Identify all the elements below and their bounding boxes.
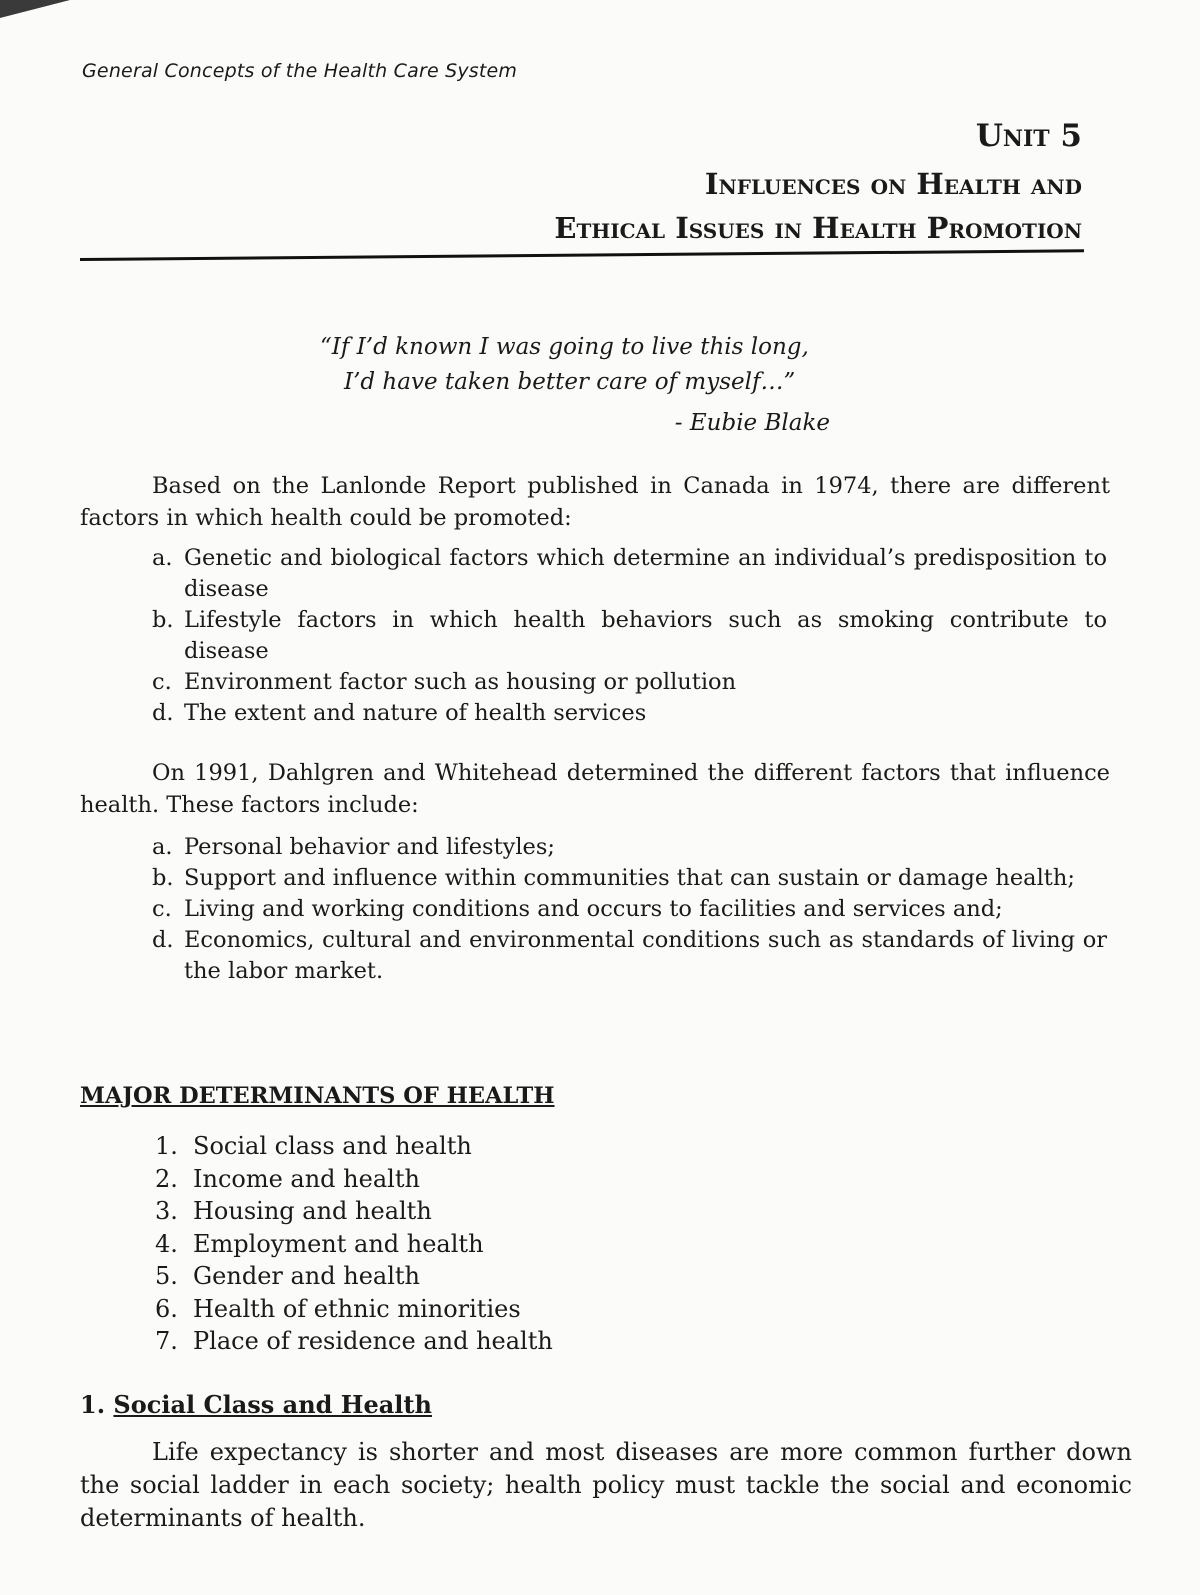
social-class-paragraph	[80, 1436, 1132, 1535]
list-item	[155, 1163, 553, 1196]
dahlgren-factor-list	[152, 832, 1107, 987]
dahlgren-intro-text: On 1991, Dahlgren and Whitehead determined the different factors that influence health. These factors include:	[80, 760, 1110, 818]
list-marker: 2.	[155, 1164, 178, 1193]
list-item-text: Environment factor such as housing or pollution	[184, 669, 737, 695]
list-item-text: Economics, cultural and environmental conditions such as standards of living or the labor market.	[184, 927, 1107, 984]
lalonde-factor-list	[152, 543, 1107, 729]
unit-title-line-2: Ethical Issues in Health Promotion	[554, 211, 1082, 245]
list-marker: b.	[152, 865, 174, 891]
list-item	[152, 894, 1107, 925]
dahlgren-intro	[80, 757, 1110, 821]
list-item	[155, 1260, 553, 1293]
list-marker: a.	[152, 545, 173, 571]
list-item	[155, 1228, 553, 1261]
title-divider	[80, 249, 1084, 261]
list-item	[152, 698, 1107, 729]
quote-line-2: I’d have taken better care of myself…”	[344, 369, 796, 395]
list-marker: b.	[152, 607, 174, 633]
social-class-body: Life expectancy is shorter and most diseases are more common further down the social ladder in each society; health policy must tackle the social and economic determinants of health.	[80, 1438, 1132, 1532]
list-item	[152, 925, 1107, 987]
page-corner-shadow	[0, 0, 70, 18]
section-number: 1.	[80, 1390, 106, 1419]
list-marker: d.	[152, 927, 174, 953]
list-marker: 7.	[155, 1327, 178, 1355]
list-item	[152, 832, 1107, 863]
list-item-text: Health of ethnic minorities	[193, 1294, 521, 1323]
list-marker: c.	[152, 669, 172, 695]
list-item-text: Housing and health	[193, 1197, 432, 1225]
quote-line-1: “If I’d known I was going to live this long,	[320, 334, 809, 360]
list-item-text: The extent and nature of health services	[184, 700, 647, 726]
list-item	[155, 1195, 553, 1228]
list-marker: 6.	[155, 1294, 178, 1323]
list-marker: 5.	[155, 1262, 178, 1290]
list-item-text: Living and working conditions and occurs to facilities and services and;	[184, 896, 1003, 922]
list-marker: 3.	[155, 1197, 178, 1225]
list-item	[152, 605, 1107, 667]
list-item-text: Lifestyle factors in which health behaviors such as smoking contribute to disease	[184, 607, 1107, 664]
lalonde-intro-text: Based on the Lanlonde Report published in Canada in 1974, there are different factors in which health could be promoted:	[80, 473, 1110, 531]
list-item-text: Support and influence within communities that can sustain or damage health;	[184, 865, 1075, 891]
list-item-text: Employment and health	[193, 1229, 484, 1258]
unit-label: Unit 5	[975, 118, 1082, 154]
list-item-text: Genetic and biological factors which determine an individual’s predisposition to disease	[184, 545, 1107, 602]
list-marker: c.	[152, 896, 172, 922]
list-item-text: Social class and health	[193, 1132, 472, 1160]
list-item	[155, 1293, 553, 1326]
lalonde-intro	[80, 470, 1110, 534]
section-heading-social-class	[80, 1390, 432, 1419]
list-item	[155, 1130, 553, 1163]
list-item	[155, 1325, 553, 1358]
running-head: General Concepts of the Health Care System	[82, 60, 518, 82]
determinants-list	[155, 1130, 553, 1358]
list-item	[152, 667, 1107, 698]
section-title: Social Class and Health	[113, 1390, 432, 1419]
list-item	[152, 863, 1107, 894]
list-marker: 4.	[155, 1229, 178, 1258]
list-item-text: Place of residence and health	[193, 1327, 553, 1355]
list-marker: 1.	[155, 1132, 178, 1160]
unit-title-line-1: Influences on Health and	[704, 167, 1082, 201]
list-item-text: Personal behavior and lifestyles;	[184, 834, 555, 860]
section-heading-determinants: MAJOR DETERMINANTS OF HEALTH	[80, 1083, 555, 1109]
list-marker: a.	[152, 834, 173, 860]
list-marker: d.	[152, 700, 174, 726]
epigraph-quote	[320, 330, 840, 441]
list-item	[152, 543, 1107, 605]
list-item-text: Gender and health	[193, 1262, 421, 1290]
unit-title	[554, 162, 1082, 250]
list-item-text: Income and health	[193, 1164, 420, 1193]
quote-author: - Eubie Blake	[674, 410, 830, 436]
